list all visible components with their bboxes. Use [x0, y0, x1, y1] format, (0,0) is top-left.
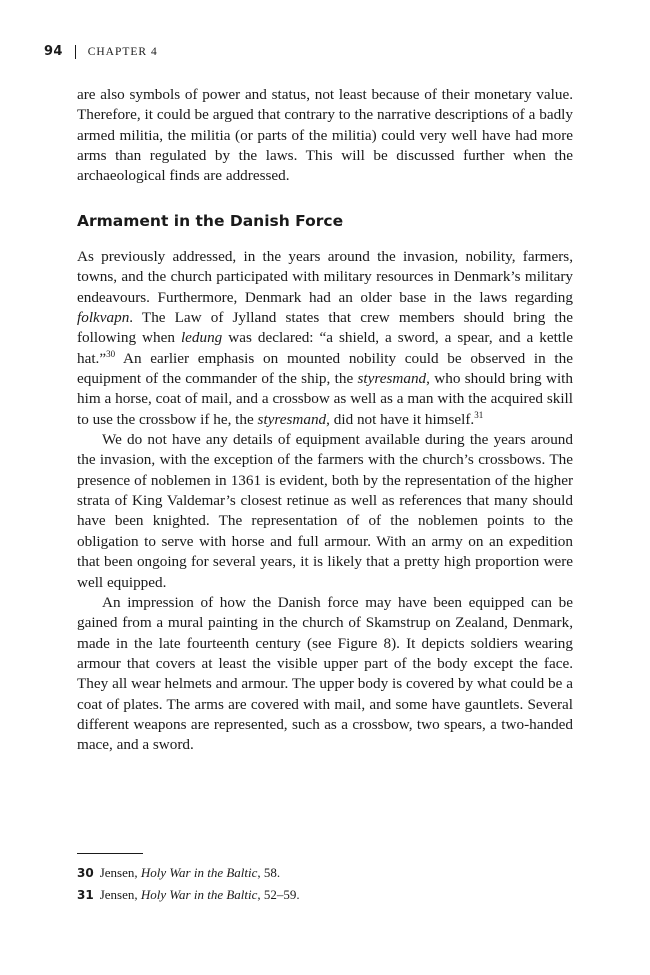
italic-term: styresmand	[257, 410, 327, 428]
footnote-ref-31[interactable]: 31	[474, 409, 484, 420]
footnote-author: Jensen,	[99, 887, 141, 902]
page-number: 94	[44, 44, 63, 59]
intro-text-block	[77, 85, 573, 187]
text-run: An earlier emphasis on mounted nobility could be observed in the equipment of the commander of the ship, the	[77, 349, 573, 388]
text-run: , who should bring with him a horse, coat of mail, and a crossbow as well as a man with the acquired skill to use the crossbow if he, the	[77, 370, 573, 428]
footnote-number: 31	[77, 888, 94, 902]
header-divider	[75, 45, 76, 59]
footnote-pages: , 52–59.	[257, 887, 300, 902]
italic-term: ledung	[180, 329, 223, 347]
footnotes	[77, 862, 300, 906]
text-run: , did not have it himself.	[326, 410, 475, 428]
footnote-ref-30[interactable]: 30	[106, 348, 116, 359]
footnote-30	[77, 862, 300, 884]
footnote-31	[77, 884, 300, 906]
paragraph-2: We do not have any details of equipment available during the years around the invasion, with the exception of the farmers with the church’s crossbows. The presence of noblemen in 1361 is evident, both by the representation of the higher strata of King Valdemar’s closest retinue as well as references that many should have been knighted. The representation of of the noblemen points to the obligation to serve with horse and full armour. With an army on an expedition that been ongoing for several years, it is likely that a pretty high proportion were well equipped.	[77, 431, 573, 591]
chapter-label: CHAPTER 4	[87, 45, 158, 58]
footnote-title: Holy War in the Baltic	[140, 865, 258, 880]
paragraph-3: An impression of how the Danish force may have been equipped can be gained from a mural painting in the church of Skamstrup on Zealand, Denmark, made in the late fourteenth century (see Figure 8). It depicts soldiers wearing armour that covers at least the visible upper part of the body except the face. They all wear helmets and armour. The upper body is covered by what could be a coat of plates. The arms are covered with mail, and some have gauntlets. Several different weapons are represented, such as a crossbow, two spears, a two-handed mace, and a sword.	[77, 593, 573, 754]
text-run: . The Law of Jylland states that crew members should bring the following when	[77, 309, 573, 347]
section-heading: Armament in the Danish Force	[77, 212, 344, 230]
text-run: As previously addressed, in the years around the invasion, nobility, farmers, towns, and the church participated with military resources in Denmark’s military endeavours. Furthermore, Denmark had an older base in the laws regarding	[77, 248, 573, 306]
intro-paragraph: are also symbols of power and status, not least because of their monetary value. Therefore, it could be argued that contrary to the narrative descriptions of a badly armed militia, the militia (or parts of the militia) could very well have had more arms than regulated by the laws. This will be discussed further when the archaeological finds are addressed.	[77, 86, 573, 185]
footnote-author: Jensen,	[99, 865, 141, 880]
text-run: was declared: “a shield, a sword, a spear, and a kettle hat.”	[77, 329, 573, 367]
footnote-title: Holy War in the Baltic	[140, 887, 258, 902]
italic-term: styresmand	[357, 370, 427, 388]
section-body	[77, 247, 573, 756]
footnote-number: 30	[77, 866, 94, 880]
italic-term: folkvapn	[77, 309, 130, 327]
running-header	[44, 44, 158, 59]
footnote-rule	[77, 853, 143, 854]
footnote-pages: , 58.	[257, 865, 281, 880]
paragraph-1	[77, 247, 573, 430]
